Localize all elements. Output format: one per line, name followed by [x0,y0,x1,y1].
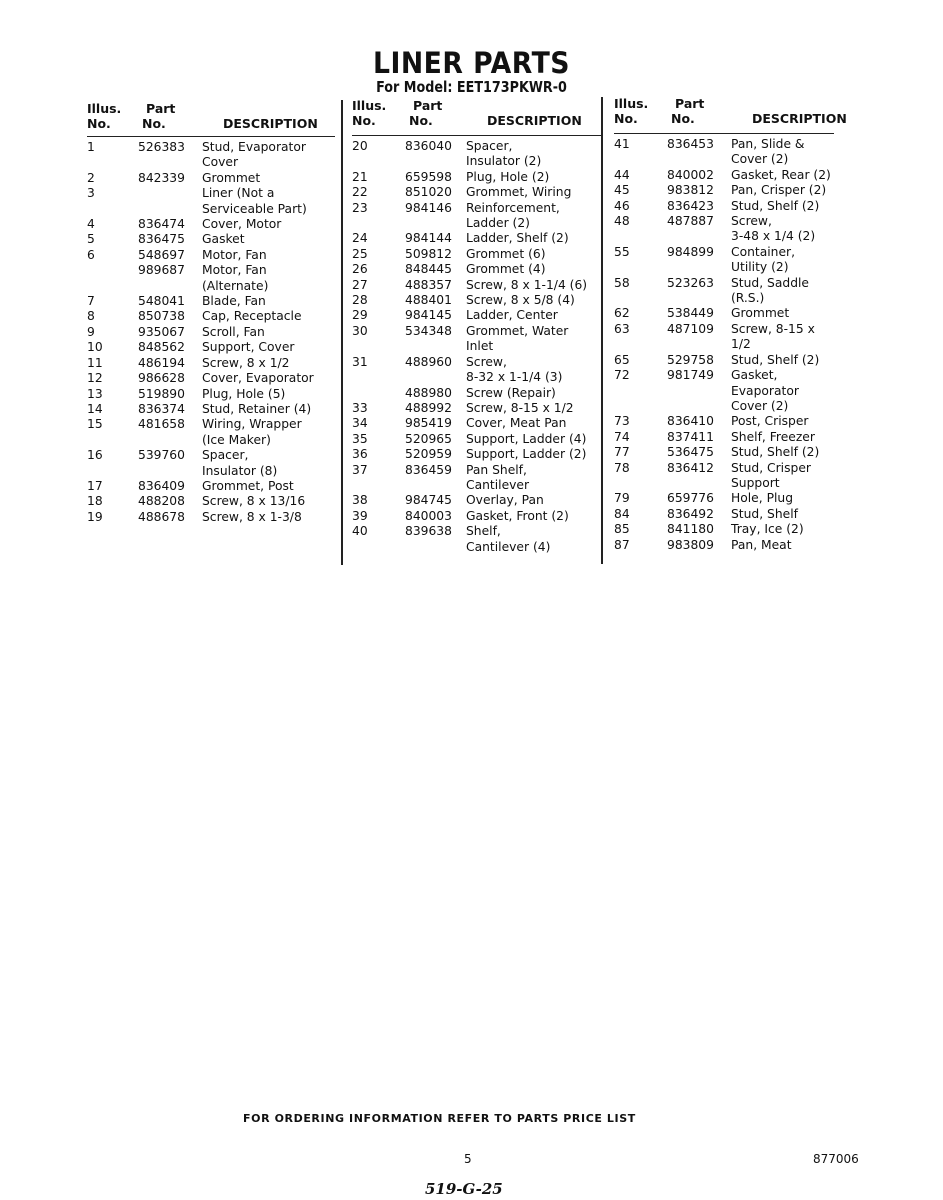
description-header: DESCRIPTION [487,113,582,128]
illus-number: 33 [352,400,368,415]
table-row [614,199,834,214]
illus-number: 30 [352,323,368,338]
illus-number: 19 [87,509,103,524]
part-description: Cover, Meat Pan [466,416,567,431]
part-number: 842339 [138,170,185,185]
illus-number: 11 [87,355,103,370]
description-header: DESCRIPTION [223,116,318,131]
part-description: Cantilever (4) [466,539,551,554]
part-description: Ladder, Shelf (2) [466,231,569,246]
part-description: Stud, Shelf (2) [731,352,820,367]
illus-number: 25 [352,246,368,261]
illus-number: 45 [614,183,630,198]
table-row [87,232,335,247]
part-description: Screw, [466,354,507,369]
illus-number: 35 [352,431,368,446]
table-row [87,356,335,371]
table-row [352,170,602,185]
illus-number: 13 [87,386,103,401]
illus-number: 9 [87,324,95,339]
part-number: 850738 [138,309,185,324]
part-description: Grommet [202,170,261,185]
part-number: 984146 [405,200,452,215]
part-number: 984145 [405,308,452,323]
table-row [87,448,335,479]
table-row [614,430,834,445]
part-description: Screw (Repair) [466,385,556,400]
table-row [87,479,335,494]
ordering-info-note: FOR ORDERING INFORMATION REFER TO PARTS PRICE LIST [243,1112,636,1125]
illus-number: 37 [352,462,368,477]
part-number: 486194 [138,355,185,370]
part-description: Cover (2) [731,152,789,167]
illus-number: 14 [87,401,103,416]
part-description: Pan Shelf, [466,462,527,477]
part-description: Motor, Fan [202,263,267,278]
part-description: Stud, Shelf [731,506,798,521]
illus-number: 38 [352,493,368,508]
table-row [614,322,834,353]
part-description: Grommet, Post [202,478,294,493]
part-description: Cap, Receptacle [202,309,302,324]
illus-number: 58 [614,275,630,290]
part-description: Grommet [731,306,790,321]
illus-number: 23 [352,200,368,215]
table-row [352,262,602,277]
header-rule [614,133,834,134]
table-row [614,137,834,168]
illus-number: 29 [352,308,368,323]
part-no-header: No. [142,116,166,131]
table-row [614,183,834,198]
part-description: Spacer, [202,448,249,463]
illus-header: Illus. [614,96,649,111]
table-row [87,263,335,294]
table-row [614,245,834,276]
part-number: 488357 [405,277,452,292]
part-description: Screw, [731,214,772,229]
part-description: Cantilever [466,477,530,492]
illus-number: 7 [87,294,95,309]
table-row [614,538,834,553]
illus-no-header: No. [352,113,376,128]
table-row [352,493,602,508]
part-number: 488678 [138,509,185,524]
part-number: 523263 [667,275,714,290]
illus-number: 65 [614,352,630,367]
part-description: Insulator (8) [202,463,278,478]
part-description: Wiring, Wrapper [202,417,302,432]
part-description: Plug, Hole (2) [466,169,550,184]
part-number: 519890 [138,386,185,401]
part-description: 8-32 x 1-1/4 (3) [466,370,563,385]
part-description: Support [731,475,780,490]
table-row [87,309,335,324]
illus-header: Illus. [87,101,122,116]
table-row [614,276,834,307]
part-number: 837411 [667,429,714,444]
part-number: 836474 [138,217,185,232]
part-number: 989687 [138,263,185,278]
parts-table [614,137,834,553]
illus-number: 73 [614,414,630,429]
table-row [352,524,602,555]
illus-number: 5 [87,232,95,247]
part-description: Serviceable Part) [202,201,307,216]
illus-no-header: No. [614,111,638,126]
part-number: 983812 [667,183,714,198]
illus-number: 63 [614,321,630,336]
table-row [352,432,602,447]
illus-number: 4 [87,217,95,232]
part-number: 481658 [138,417,185,432]
part-number: 984899 [667,244,714,259]
part-number: 851020 [405,185,452,200]
part-number: 836475 [138,232,185,247]
illus-number: 87 [614,537,630,552]
part-number: 534348 [405,323,452,338]
illus-number: 48 [614,214,630,229]
part-number: 487887 [667,214,714,229]
part-description: 3-48 x 1/4 (2) [731,229,816,244]
part-description: Pan, Crisper (2) [731,183,827,198]
parts-table [352,139,602,555]
part-description: Utility (2) [731,260,789,275]
illus-number: 8 [87,309,95,324]
part-description: Support, Ladder (4) [466,431,587,446]
part-description: Gasket, Rear (2) [731,167,831,182]
part-description: Screw, 8 x 1-1/4 (6) [466,277,588,292]
table-row [87,217,335,232]
table-row [614,414,834,429]
part-number: 548697 [138,247,185,262]
part-description: Motor, Fan [202,247,267,262]
part-description: Stud, Shelf (2) [731,198,820,213]
part-description: Gasket, Front (2) [466,508,569,523]
part-number: 981749 [667,368,714,383]
part-description: Shelf, Freezer [731,429,815,444]
part-description: (Ice Maker) [202,432,271,447]
table-row [614,445,834,460]
part-number: 836410 [667,414,714,429]
table-row [352,139,602,170]
part-number: 839638 [405,524,452,539]
illus-number: 77 [614,445,630,460]
part-number: 536475 [667,445,714,460]
part-number: 529758 [667,352,714,367]
part-number: 836423 [667,198,714,213]
part-number: 659598 [405,169,452,184]
part-description: Stud, Retainer (4) [202,401,312,416]
illus-number: 55 [614,244,630,259]
table-row [352,231,602,246]
table-row [87,387,335,402]
part-description: Screw, 8 x 1-3/8 [202,509,302,524]
illus-number: 2 [87,170,95,185]
part-description: Support, Cover [202,340,295,355]
table-row [87,325,335,340]
table-row [352,401,602,416]
part-description: Cover, Motor [202,217,282,232]
table-row [87,371,335,386]
table-row [352,509,602,524]
part-description: Overlay, Pan [466,493,544,508]
illus-number: 79 [614,491,630,506]
table-row [87,417,335,448]
illus-number: 16 [87,448,103,463]
part-number: 836374 [138,401,185,416]
illus-number: 39 [352,508,368,523]
part-number: 935067 [138,324,185,339]
part-description: Spacer, [466,139,513,153]
table-row [352,278,602,293]
illus-number: 78 [614,460,630,475]
part-number: 548041 [138,294,185,309]
table-row [352,447,602,462]
part-no-header: No. [409,113,433,128]
part-number: 520959 [405,447,452,462]
table-row [87,340,335,355]
table-row [87,140,335,171]
part-description: Ladder, Center [466,308,558,323]
table-row [352,463,602,494]
part-description: Post, Crisper [731,414,809,429]
part-number: 520965 [405,431,452,446]
part-description: Container, [731,244,796,259]
illus-number: 85 [614,522,630,537]
part-number: 659776 [667,491,714,506]
illus-number: 17 [87,478,103,493]
illus-number: 28 [352,293,368,308]
illus-number: 6 [87,247,95,262]
table-row [87,186,335,217]
illus-number: 74 [614,429,630,444]
table-row [87,294,335,309]
part-header: Part [675,96,705,111]
illus-number: 72 [614,368,630,383]
part-description: Screw, 8 x 13/16 [202,494,306,509]
illus-number: 12 [87,371,103,386]
part-number: 983809 [667,537,714,552]
part-description: Hole, Plug [731,491,794,506]
part-description: Insulator (2) [466,154,542,169]
part-number: 985419 [405,416,452,431]
part-description: Cover, Evaporator [202,371,314,386]
part-description: Screw, 8 x 5/8 (4) [466,293,575,308]
part-description: Gasket, Evaporator [731,368,799,398]
part-number: 848562 [138,340,185,355]
part-description: Pan, Slide & [731,137,805,151]
table-row [614,461,834,492]
parts-table [87,140,335,525]
part-description: Grommet, Water [466,323,569,338]
part-number: 840003 [405,508,452,523]
table-row [87,510,335,525]
part-number: 488401 [405,293,452,308]
table-row [614,507,834,522]
part-number: 836409 [138,478,185,493]
part-description: Screw, 8-15 x 1/2 [466,400,574,415]
illus-number: 1 [87,140,95,154]
part-description: Shelf, [466,524,501,539]
header-rule [87,136,335,137]
illus-number: 18 [87,494,103,509]
part-no-header: No. [671,111,695,126]
part-number: 539760 [138,448,185,463]
part-description: Tray, Ice (2) [731,522,804,537]
illus-number: 22 [352,185,368,200]
part-header: Part [146,101,176,116]
part-number: 836040 [405,139,452,153]
page-number: 5 [464,1152,472,1166]
illus-number: 20 [352,139,368,153]
table-row [352,416,602,431]
illus-number: 44 [614,167,630,182]
part-description: Ladder (2) [466,216,530,231]
part-description: (Alternate) [202,278,269,293]
illus-no-header: No. [87,116,111,131]
part-description: Inlet [466,339,494,354]
header-rule [352,135,602,136]
table-row [87,494,335,509]
page-title: LINER PARTS [373,46,570,80]
part-description: Grommet (6) [466,246,546,261]
part-number: 487109 [667,321,714,336]
table-row [352,185,602,200]
table-row [614,306,834,321]
model-subtitle: For Model: EET173PKWR-0 [376,78,567,96]
illus-number: 62 [614,306,630,321]
description-header: DESCRIPTION [752,111,847,126]
table-row [87,248,335,263]
illus-number: 84 [614,506,630,521]
part-header: Part [413,98,443,113]
part-number: 984745 [405,493,452,508]
table-row [352,293,602,308]
part-description: Grommet (4) [466,262,546,277]
part-description: Stud, Shelf (2) [731,445,820,460]
part-description: Cover [202,155,239,170]
part-number: 984144 [405,231,452,246]
part-description: Gasket [202,232,245,247]
illus-number: 15 [87,417,103,432]
document-number: 877006 [813,1152,859,1166]
part-description: Cover (2) [731,398,789,413]
table-row [352,247,602,262]
part-description: Pan, Meat [731,537,792,552]
illus-number: 21 [352,169,368,184]
table-row [352,201,602,232]
illus-header: Illus. [352,98,387,113]
part-description: Plug, Hole (5) [202,386,286,401]
part-number: 986628 [138,371,185,386]
part-description: Screw, 8-15 x 1/2 [731,321,815,352]
part-description: Stud, Evaporator [202,140,306,154]
part-number: 488208 [138,494,185,509]
table-row [614,168,834,183]
table-row [352,324,602,355]
illus-number: 27 [352,277,368,292]
part-number: 488992 [405,400,452,415]
table-row [352,308,602,323]
part-description: Liner (Not a [202,186,275,201]
part-description: Screw, 8 x 1/2 [202,355,290,370]
table-row [352,355,602,386]
part-number: 538449 [667,306,714,321]
part-description: Blade, Fan [202,294,266,309]
part-number: 488980 [405,385,452,400]
illus-number: 31 [352,354,368,369]
part-number: 836453 [667,137,714,151]
part-number: 841180 [667,522,714,537]
part-number: 509812 [405,246,452,261]
illus-number: 26 [352,262,368,277]
part-description: Support, Ladder (2) [466,447,587,462]
illus-number: 40 [352,524,368,539]
illus-number: 24 [352,231,368,246]
table-row [87,171,335,186]
table-row [614,368,834,414]
table-row [352,386,602,401]
illus-number: 10 [87,340,103,355]
table-row [614,214,834,245]
table-row [614,522,834,537]
part-description: Scroll, Fan [202,324,265,339]
part-number: 848445 [405,262,452,277]
illus-number: 36 [352,447,368,462]
illus-number: 3 [87,186,95,201]
part-number: 836412 [667,460,714,475]
part-number: 840002 [667,167,714,182]
part-number: 836459 [405,462,452,477]
illus-number: 41 [614,137,630,151]
part-number: 488960 [405,354,452,369]
illus-number: 34 [352,416,368,431]
part-number: 526383 [138,140,185,154]
part-description: Reinforcement, [466,200,560,215]
column-divider [341,100,343,565]
handwritten-note: 519-G-25 [425,1180,503,1198]
table-row [614,491,834,506]
part-description: Stud, Crisper [731,460,811,475]
part-description: Stud, Saddle (R.S.) [731,275,809,306]
part-description: Grommet, Wiring [466,185,572,200]
table-row [87,402,335,417]
illus-number: 46 [614,198,630,213]
part-number: 836492 [667,506,714,521]
table-row [614,353,834,368]
